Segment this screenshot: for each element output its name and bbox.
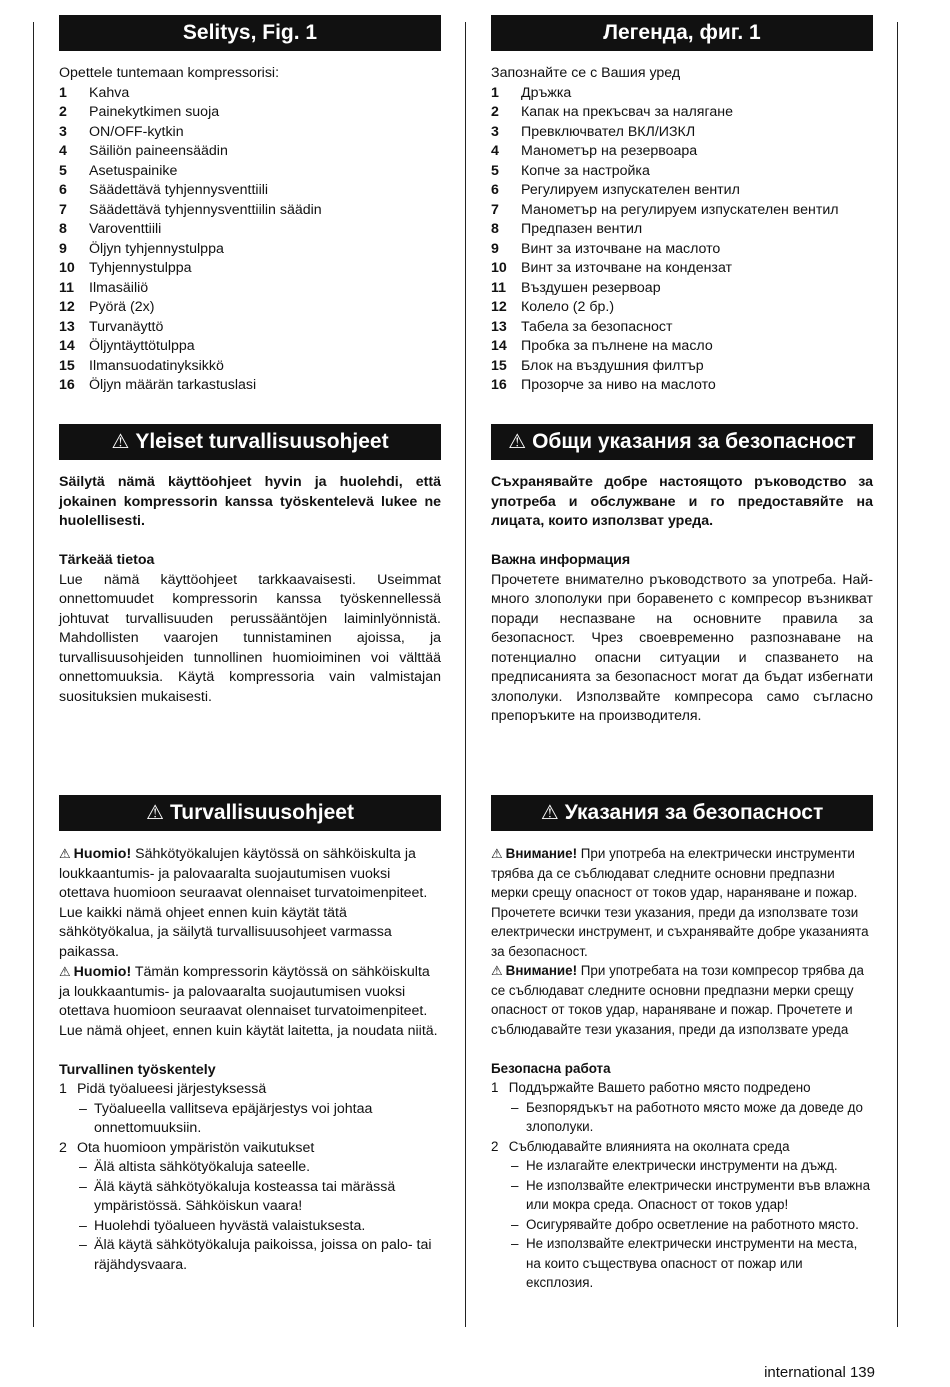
safety-header — [59, 795, 441, 831]
legend-item-label: Въздушен резервоар — [521, 279, 661, 296]
legend-header — [491, 15, 873, 51]
legend-item-label: Превключвател ВКЛ/ИЗКЛ — [521, 123, 696, 140]
legend-item-label: Turvanäyttö — [89, 318, 164, 335]
legend-item-label: Колело (2 бр.) — [521, 299, 615, 315]
legend-item-label: Öljyn määrän tarkastuslasi — [89, 377, 257, 393]
dash-bullet-icon: – — [511, 1099, 519, 1115]
general-safety-title: Yleiset turvallisuusohjeet — [135, 430, 389, 453]
warning-label: Huomio! — [73, 846, 132, 862]
legend-intro: Opettele tuntemaan kompressorisi: — [59, 65, 280, 81]
legend-list — [59, 84, 441, 396]
column-rule-left — [33, 22, 34, 1327]
legend-item-number: 14 — [59, 338, 75, 354]
legend-item-label: Ilmasäiliö — [89, 279, 149, 296]
legend-item-number: 9 — [59, 240, 67, 257]
legend-item-number: 3 — [59, 123, 67, 140]
legend-item-label: Прозорче за ниво на маслото — [521, 377, 716, 393]
warning-triangle-icon: ⚠ — [491, 963, 503, 978]
work-sub-item-text: Не използвайте електрически инструменти на места, на които съществува опасност от пожар или експлозия. — [526, 1236, 858, 1290]
dash-bullet-icon: – — [79, 1178, 87, 1195]
warning-triangle-icon: ⚠ — [491, 846, 503, 861]
legend-item-number: 9 — [491, 240, 499, 257]
legend-title: Легенда, фиг. 1 — [603, 21, 761, 44]
legend-item-number: 5 — [491, 162, 499, 179]
legend-item-label: Säädettävä tyhjennysventtiili — [89, 182, 269, 198]
general-safety-section — [59, 473, 441, 707]
work-sub-item-text: Älä käytä sähkötyökaluja kosteassa tai märässä ympäristössä. Sähköiskun vaara! — [94, 1178, 396, 1214]
legend-item — [59, 337, 441, 357]
read-instructions-text: Lue nämä ohjeet, ennen kuin käytät laitetta, ja noudata niitä. — [59, 1022, 438, 1039]
work-sub-item — [79, 1236, 441, 1275]
work-sub-item — [511, 1156, 873, 1176]
work-sub-item — [511, 1098, 873, 1137]
work-sub-item-text: Työalueella vallitseva epäjärjestys voi johtaa onnettomuuksiin. — [94, 1100, 373, 1136]
legend-item-number: 4 — [59, 143, 67, 159]
legend-item-number: 14 — [491, 338, 507, 354]
warning-text-2: При употребата на този компресор трябва да се съблюдават следните основни предпазни мерки срещу опасност от токов удар, нараняване и пожар. Прочетете и съблюдавайте тези указания, преди да използвате уреда — [491, 963, 864, 1037]
legend-item-number: 11 — [59, 279, 74, 296]
warning-triangle-icon: ⚠ — [146, 802, 164, 824]
legend-item-number: 8 — [491, 221, 499, 237]
legend-title: Selitys, Fig. 1 — [182, 21, 318, 44]
important-heading: Tärkeää tietoa — [59, 552, 155, 568]
legend-item — [59, 298, 441, 318]
legend-item — [59, 201, 441, 221]
legend-item-number: 6 — [59, 182, 67, 198]
work-item-number: 2 — [59, 1139, 67, 1156]
legend-item — [59, 181, 441, 201]
warning-paragraph-2 — [491, 961, 873, 1039]
work-sub-list — [59, 1158, 441, 1275]
legend-item — [59, 103, 441, 123]
legend-item — [59, 376, 441, 396]
work-sub-list — [491, 1098, 873, 1137]
work-item-number: 2 — [491, 1138, 499, 1154]
work-sub-item-text: Не използвайте електрически инструменти във влажна или мокра среда. Опасност от токов удар! — [526, 1177, 871, 1212]
legend-item — [491, 376, 873, 396]
legend-item-label: Блок на въздушния филтър — [521, 357, 704, 374]
legend-item — [491, 259, 873, 279]
legend-item-number: 15 — [59, 357, 75, 374]
safety-section — [491, 844, 873, 1293]
safety-section — [59, 844, 441, 1275]
work-sub-item — [511, 1176, 873, 1215]
legend-item — [491, 240, 873, 260]
legend-item-number: 10 — [491, 260, 507, 276]
work-sub-item — [79, 1100, 441, 1139]
legend-item-label: Säädettävä tyhjennysventtiilin säädin — [89, 201, 322, 218]
dash-bullet-icon: – — [511, 1177, 519, 1193]
work-item-number: 1 — [491, 1080, 499, 1095]
legend-item-label: Öljyntäyttötulppa — [89, 338, 195, 354]
legend-item — [491, 181, 873, 201]
warning-text-2: Tämän kompressorin käytössä on sähköiskulta ja loukkaantumis- ja palovaaralta suojautumisen vuoksi otettava huomioon seuraavat olennaiset turvatoimenpiteet. — [59, 964, 430, 1019]
important-text: Lue nämä käyttöohjeet tarkkaavaisesti. Useimmat onnettomuudet kompressorin kanssa työskennellessä johtuvat turvallisuuden perussääntöjen laiminlyönnistä. Mahdollisten vaarojen tunnistaminen ajoissa, ja turvallisuusohjeiden tunnollinen huomioiminen voi välttää onnettomuuksia. Käytä kompressoria vain valmistajan suosituksien mukaisesti. — [59, 571, 441, 705]
work-sub-item-text: Осигурявайте добро осветление на работното място. — [526, 1216, 859, 1232]
dash-bullet-icon: – — [511, 1236, 519, 1251]
work-sub-item — [511, 1234, 873, 1293]
warning-triangle-icon: ⚠ — [59, 964, 71, 979]
legend-item-label: Манометър на регулируем изпускателен вентил — [521, 201, 839, 218]
safety-title: Указания за безопасност — [564, 801, 824, 824]
legend-item — [59, 123, 441, 143]
legend-item — [59, 84, 441, 104]
legend-item — [491, 279, 873, 299]
work-item-heading — [59, 1139, 441, 1159]
legend-item — [59, 240, 441, 260]
work-item-heading — [491, 1078, 873, 1098]
legend-item-label: Varoventtiili — [89, 221, 162, 237]
work-item-label: Съблюдавайте влиянията на околната среда — [508, 1138, 790, 1154]
legend-section — [491, 64, 873, 396]
dash-bullet-icon: – — [79, 1237, 87, 1253]
legend-item-number: 5 — [59, 162, 67, 179]
legend-item — [491, 123, 873, 143]
warning-triangle-icon: ⚠ — [540, 802, 559, 824]
legend-item-number: 7 — [59, 201, 67, 218]
work-item-label: Поддържайте Вашето работно място подредено — [508, 1080, 811, 1095]
dash-bullet-icon: – — [511, 1216, 519, 1232]
legend-item-label: Регулируем изпускателен вентил — [521, 182, 740, 198]
legend-item-label: Капак на прекъсвач за налягане — [521, 104, 733, 120]
warning-label: Huomio! — [73, 964, 132, 980]
general-safety-section — [491, 473, 873, 727]
legend-item — [491, 318, 873, 338]
warning-label: Внимание! — [505, 963, 578, 978]
legend-header — [59, 15, 441, 51]
dash-bullet-icon: – — [79, 1159, 87, 1175]
footer-label: international — [764, 1364, 846, 1381]
legend-item-number: 10 — [59, 260, 75, 276]
page-footer — [764, 1363, 875, 1383]
page-number: 139 — [849, 1364, 875, 1381]
legend-item-number: 16 — [59, 377, 75, 393]
legend-item-label: Ilmansuodatinyksikkö — [89, 357, 224, 374]
legend-item-label: Tyhjennystulppa — [89, 260, 192, 276]
legend-item-number: 2 — [491, 104, 499, 120]
legend-item — [491, 142, 873, 162]
work-sub-item-text: Huolehdi työalueen hyvästä valaistuksesta. — [94, 1217, 366, 1234]
legend-item — [491, 84, 873, 104]
legend-item-label: Манометър на резервоара — [521, 143, 698, 159]
important-text: Прочетете внимателно ръководството за употреба. Най-много злополуки при боравенето с компресор възникват поради неспазване на основните правила за безопасност. Чрез своевременно разпознаване на потенциално опасни ситуации и спазването на предписанията за безопасност могат да бъдат избегнати злополуки. Използвайте компресора само съгласно препоръките на производителя. — [491, 571, 873, 724]
dash-bullet-icon: – — [79, 1100, 87, 1117]
general-bold-paragraph: Съхранявайте добре настоящото ръководство за употреба и обслужване и го предоставяйте на лицата, които използват уреда. — [491, 474, 873, 529]
general-safety-header — [491, 424, 873, 460]
legend-item-number: 16 — [491, 377, 507, 393]
warning-triangle-icon: ⚠ — [59, 846, 71, 861]
legend-item — [491, 201, 873, 221]
work-item-heading — [59, 1080, 441, 1100]
legend-section — [59, 64, 441, 396]
legend-item-label: Öljyn tyhjennystulppa — [89, 240, 224, 257]
safe-work-heading: Turvallinen työskentely — [59, 1061, 216, 1078]
warning-triangle-icon: ⚠ — [508, 431, 527, 453]
work-item-label: Pidä työalueesi järjestyksessä — [76, 1081, 267, 1097]
legend-item-label: Копче за настройка — [521, 162, 650, 179]
legend-item — [491, 103, 873, 123]
legend-item — [491, 357, 873, 377]
column-rule-right — [897, 22, 898, 1327]
legend-item-number: 3 — [491, 123, 499, 140]
column-rule-center — [465, 22, 466, 1327]
work-item-number: 1 — [59, 1081, 67, 1097]
legend-item-label: Pyörä (2x) — [89, 299, 155, 315]
legend-item — [59, 162, 441, 182]
legend-item-label: Винт за източване на кондензат — [521, 260, 733, 276]
legend-item-number: 12 — [491, 299, 507, 315]
work-sub-list — [59, 1100, 441, 1139]
legend-item-number: 13 — [59, 318, 75, 335]
legend-item — [59, 357, 441, 377]
work-sub-item-text: Älä käytä sähkötyökaluja paikoissa, joissa on palo- tai räjähdysvaara. — [94, 1237, 432, 1273]
general-bold-paragraph: Säilytä nämä käyttöohjeet hyvin ja huolehdi, että jokainen kompressorin kanssa työskentelevä lukee ne huolellisesti. — [59, 474, 441, 529]
work-sub-item-text: Безпорядъкът на работното място може да доведе до злополуки. — [526, 1099, 863, 1134]
safe-work-list — [491, 1078, 873, 1293]
work-item — [59, 1080, 441, 1139]
work-item — [491, 1137, 873, 1293]
work-item — [491, 1078, 873, 1137]
legend-item-number: 1 — [491, 84, 499, 101]
legend-item-number: 4 — [491, 143, 499, 159]
warning-label: Внимание! — [505, 846, 578, 861]
legend-item — [491, 337, 873, 357]
warning-text-1: Sähkötyökalujen käytössä on sähköiskulta ja loukkaantumis- ja palovaaralta suojautumisen vuoksi otettava huomioon seuraavat olennaiset turvatoimenpiteet. Lue kaikki nämä ohjeet ennen kuin käytät tätä sähkötyökalua, ja säilytä turvallisuusohjeet varmassa paikassa. — [59, 846, 428, 960]
legend-item — [491, 162, 873, 182]
legend-item — [491, 220, 873, 240]
work-item-heading — [491, 1137, 873, 1157]
legend-item-label: ON/OFF-kytkin — [89, 123, 184, 140]
legend-item — [59, 279, 441, 299]
legend-item-number: 7 — [491, 201, 499, 218]
legend-item-number: 6 — [491, 182, 499, 198]
legend-item-label: Табела за безопасност — [521, 318, 673, 335]
dash-bullet-icon: – — [79, 1217, 87, 1234]
legend-item — [59, 142, 441, 162]
legend-item-number: 2 — [59, 104, 67, 120]
warning-paragraph-1 — [59, 844, 441, 962]
legend-item — [59, 259, 441, 279]
legend-item-label: Painekytkimen suoja — [89, 104, 220, 120]
warning-paragraph-1 — [491, 844, 873, 961]
legend-item — [59, 318, 441, 338]
legend-item-number: 11 — [491, 279, 506, 296]
work-sub-item — [511, 1215, 873, 1235]
legend-item-label: Винт за източване на маслото — [521, 240, 721, 257]
general-safety-title: Общи указания за безопасност — [532, 430, 856, 453]
dash-bullet-icon: – — [511, 1158, 519, 1173]
legend-item-number: 12 — [59, 299, 75, 315]
legend-item-number: 13 — [491, 318, 507, 335]
safety-title: Turvallisuusohjeet — [169, 801, 354, 824]
work-sub-item — [79, 1178, 441, 1217]
legend-item-number: 1 — [59, 84, 67, 101]
safe-work-list — [59, 1080, 441, 1275]
legend-item-number: 15 — [491, 357, 507, 374]
work-sub-item — [79, 1217, 441, 1237]
legend-intro: Запознайте се с Вашия уред — [491, 65, 681, 81]
warning-triangle-icon: ⚠ — [111, 431, 130, 453]
legend-item-number: 8 — [59, 221, 67, 237]
legend-item-label: Пробка за пълнене на масло — [521, 338, 713, 354]
warning-text-1: При употреба на електрически инструменти трябва да се съблюдават следните основни предпазни мерки срещу опасност от токов удар, нараняване и пожар. Прочетете всички тези указания, преди да използвате този електрически инструмент, и съхранявайте добре указанията за безопасност. — [491, 846, 869, 959]
work-sub-item — [79, 1158, 441, 1178]
general-safety-header — [59, 424, 441, 460]
safe-work-heading: Безопасна работа — [491, 1060, 611, 1076]
warning-paragraph-2 — [59, 962, 441, 1022]
safety-header — [491, 795, 873, 831]
work-sub-item-text: Не излагайте електрически инструменти на дъжд. — [526, 1158, 838, 1173]
work-sub-list — [491, 1156, 873, 1293]
legend-list — [491, 84, 873, 396]
work-sub-item-text: Älä altista sähkötyökaluja sateelle. — [94, 1159, 311, 1175]
legend-item-label: Kahva — [89, 84, 130, 101]
legend-item — [59, 220, 441, 240]
important-heading: Важна информация — [491, 552, 631, 568]
legend-item-label: Дръжка — [521, 84, 572, 101]
legend-item-label: Предпазен вентил — [521, 221, 643, 237]
legend-item — [491, 298, 873, 318]
work-item-label: Ota huomioon ympäristön vaikutukset — [76, 1139, 315, 1156]
legend-item-label: Asetuspainike — [89, 162, 178, 179]
work-item — [59, 1139, 441, 1276]
legend-item-label: Säiliön paineensäädin — [89, 143, 228, 159]
